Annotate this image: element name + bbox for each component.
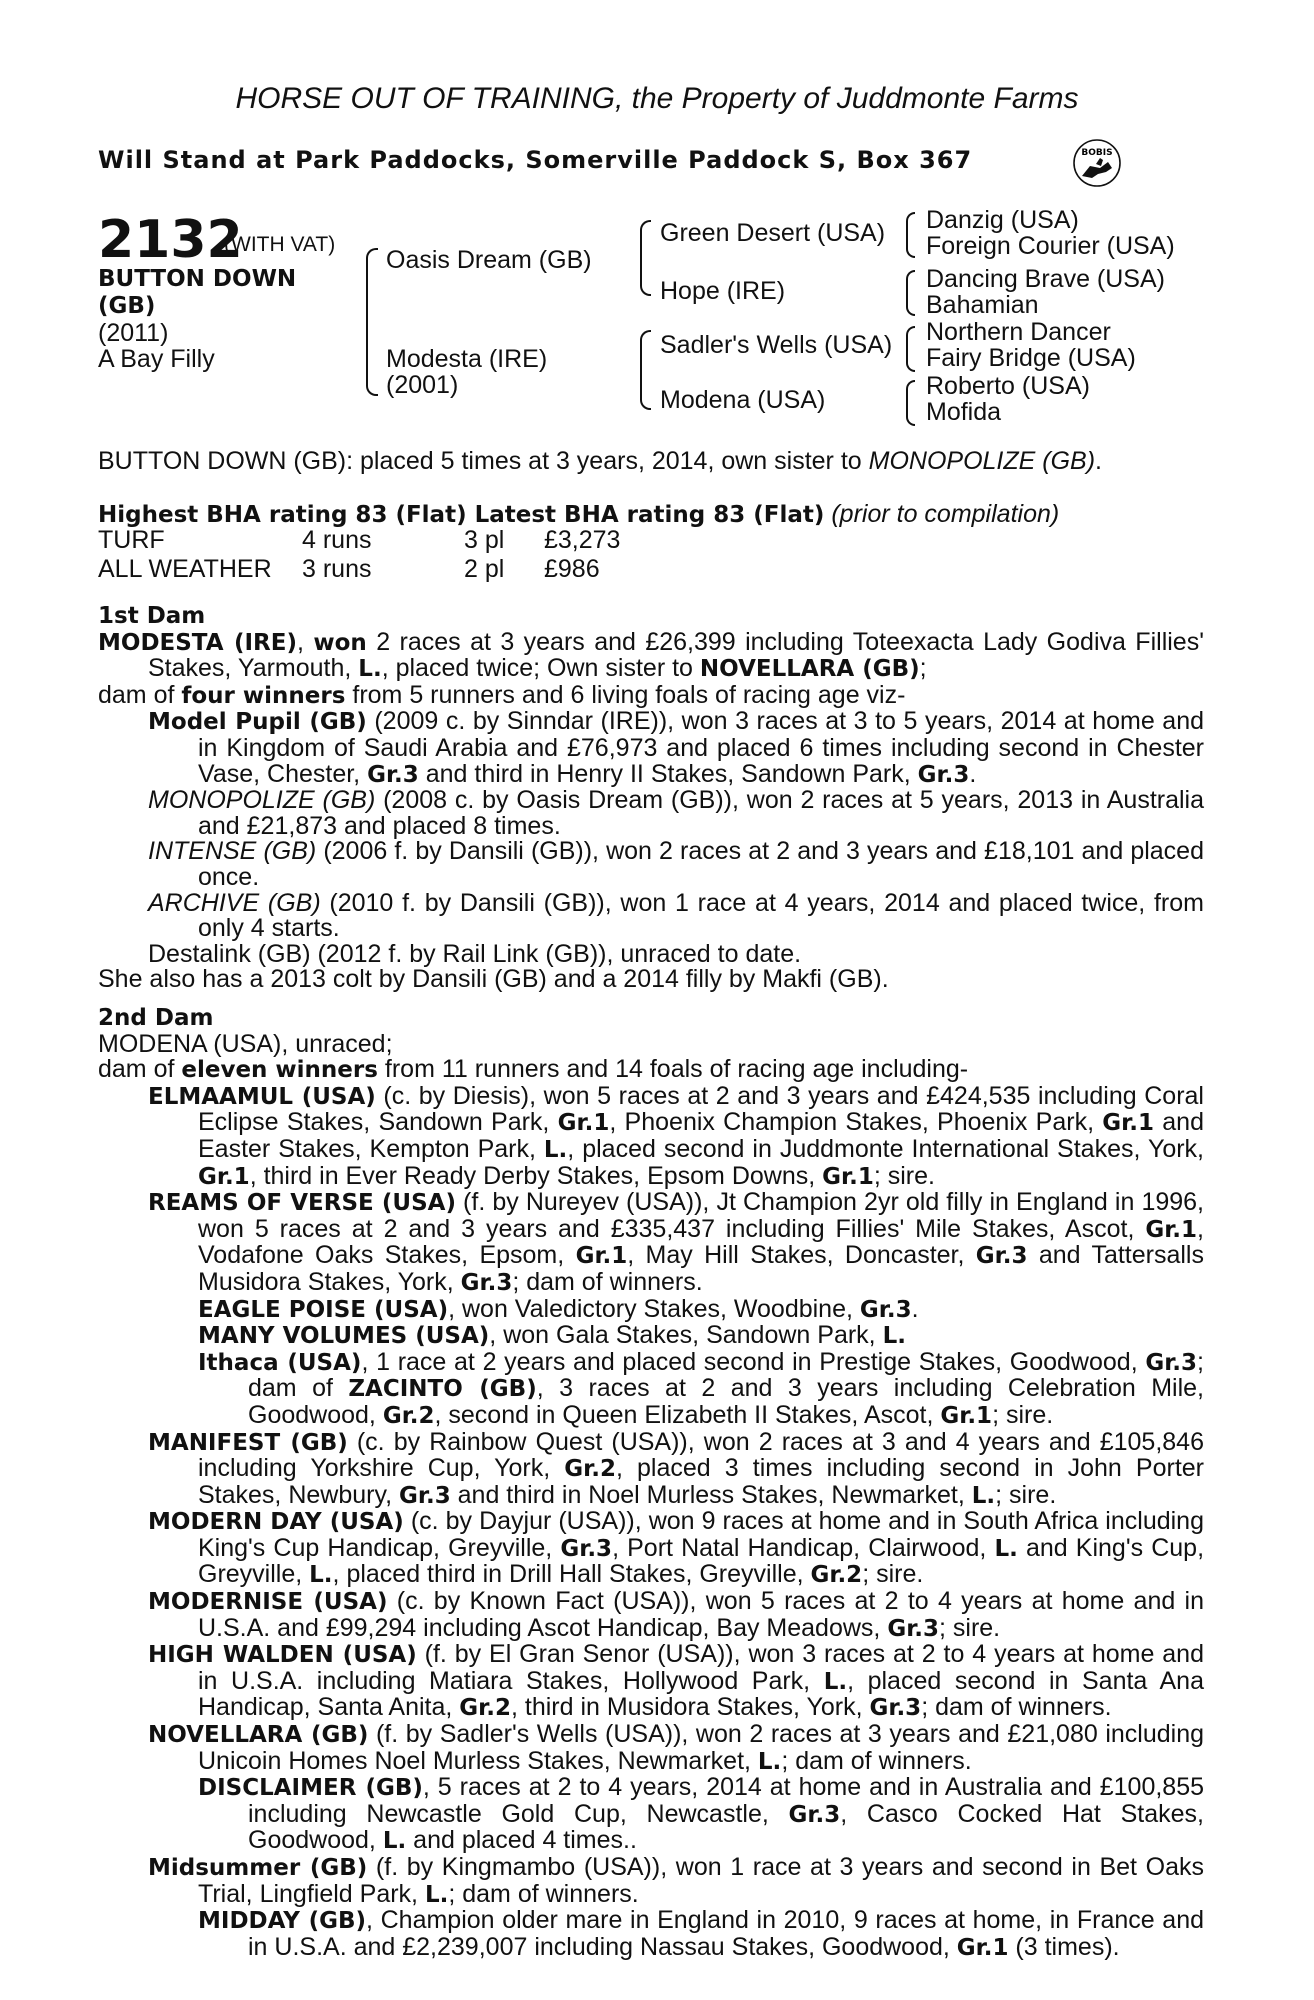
produce-elmaamul: ELMAAMUL (USA) (c. by Diesis), won 5 races at 2 and 3 years and £424,535 including Coral Eclipse Stakes, Sandown Park, Gr.1, Phoenix Champion Stakes, Phoenix Park, Gr.1 and Easter Stakes, Kempton Park, L., placed second in Juddmonte International Stakes, York, Gr.1, third in Ever Ready Derby Stakes, Epsom Downs, Gr.1; sire. — [148, 1081, 1204, 1190]
produce-manifest: MANIFEST (GB) (c. by Rainbow Quest (USA)), won 2 races at 3 and 4 years and £105,846 including Yorkshire Cup, York, Gr.2, placed 3 times including second in John Porter Stakes, Newbury, Gr.3 and third in Noel Murless Stakes, Newmarket, L.; sire. — [148, 1427, 1204, 1509]
first-dam-section — [98, 604, 1204, 993]
produce-midday: MIDDAY (GB), Champion older mare in England in 2010, 9 races at home, in France and in U.S.A. and £2,239,007 including Nassau Stakes, Goodwood, Gr.1 (3 times). — [198, 1906, 1205, 1961]
produce-model-pupil: Model Pupil (GB) (2009 c. by Sinndar (IRE)), won 3 races at 3 to 5 years, 2014 at home and in Kingdom of Saudi Arabia and £76,973 and placed 6 times including second in Chester Vase, Chester, Gr.3 and third in Henry II Stakes, Sandown Park, Gr.3. — [148, 707, 1204, 788]
bobis-logo — [1072, 138, 1122, 188]
summary-line: BUTTON DOWN (GB): placed 5 times at 3 years, 2014, own sister to MONOPOLIZE (GB). — [98, 447, 1102, 475]
second-dam-produce-intro: dam of eleven winners from 11 runners and 14 foals of racing age including- — [98, 1055, 969, 1084]
svg-text:BOBIS: BOBIS — [1081, 148, 1113, 158]
second-dam-section — [98, 1006, 1204, 1961]
first-dam-also: She also has a 2013 colt by Dansili (GB) and a 2014 filly by Makfi (GB). — [98, 965, 889, 994]
first-dam-record: MODESTA (IRE), won 2 races at 3 years and £26,399 including Toteexacta Lady Godiva Fillies' Stakes, Yarmouth, L., placed twice; Own sister to NOVELLARA (GB); — [98, 627, 1204, 683]
pedigree-g6: Fairy Bridge (USA) — [926, 344, 1136, 372]
pedigree-sire: Oasis Dream (GB) — [386, 246, 592, 274]
produce-ithaca: Ithaca (USA), 1 race at 2 years and placed second in Prestige Stakes, Goodwood, Gr.3; dam of ZACINTO (GB), 3 races at 2 and 3 years including Celebration Mile, Goodwood, Gr.2, second in Queen Elizabeth II Stakes, Ascot, Gr.1; sire. — [198, 1347, 1204, 1429]
page-title: HORSE OUT OF TRAINING, the Property of Juddmonte Farms — [235, 82, 1079, 115]
table-row: TURF 4 runs 3 pl £3,273 — [98, 526, 621, 554]
pedigree-g3: Dancing Brave (USA) — [926, 265, 1165, 293]
produce-reams-of-verse: REAMS OF VERSE (USA) (f. by Nureyev (USA)), Jt Champion 2yr old filly in England in 1996, won 5 races at 2 and 3 years and £335,437 including Fillies' Mile Stakes, Ascot, Gr.1, Vodafone Oaks Stakes, Epsom, Gr.1, May Hill Stakes, Doncaster, Gr.3 and Tattersalls Musidora Stakes, York, Gr.3; dam of winners. — [148, 1188, 1205, 1296]
pedigree-g2: Foreign Courier (USA) — [926, 232, 1175, 260]
horse-year: (2011) — [98, 319, 169, 347]
pedigree-brace-parents — [366, 248, 378, 396]
second-dam-heading: 2nd Dam — [98, 1005, 214, 1031]
vat-note: (WITH VAT) — [224, 233, 336, 256]
horse-description: A Bay Filly — [98, 345, 215, 373]
produce-modern-day: MODERN DAY (USA) (c. by Dayjur (USA)), won 9 races at home and in South Africa including King's Cup Handicap, Greyville, Gr.3, Port Natal Handicap, Clairwood, L. and King's Cup, Greyville, L., placed third in Drill Hall Stakes, Greyville, Gr.2; sire. — [148, 1507, 1205, 1589]
produce-disclaimer: DISCLAIMER (GB), 5 races at 2 to 4 years, 2014 at home and in Australia and £100,855 including Newcastle Gold Cup, Newcastle, Gr.3, Casco Cocked Hat Stakes, Goodwood, L. and placed 4 times.. — [198, 1773, 1205, 1855]
produce-destalink: Destalink (GB) (2012 f. by Rail Link (GB)), unraced to date. — [148, 939, 802, 968]
pedigree-g5: Northern Dancer — [926, 318, 1111, 346]
pedigree-brace-sire — [640, 220, 651, 296]
stand-location: Will Stand at Park Paddocks, Somerville Paddock S, Box 367 — [98, 146, 973, 174]
produce-monopolize: MONOPOLIZE (GB) (2008 c. by Oasis Dream (GB)), won 2 races at 5 years, 2013 in Australia and £21,873 and placed 8 times. — [148, 786, 1205, 840]
horse-origin: (GB) — [98, 293, 156, 319]
horse-name: BUTTON DOWN — [98, 266, 297, 292]
pedigree-g8: Mofida — [926, 398, 1002, 426]
produce-midsummer: Midsummer (GB) (f. by Kingmambo (USA)), won 1 race at 3 years and second in Bet Oaks Trial, Lingfield Park, L.; dam of winners. — [148, 1853, 1204, 1908]
pedigree-brace-g3 — [906, 326, 915, 372]
pedigree-g7: Roberto (USA) — [926, 372, 1090, 400]
pedigree-sire-dam: Hope (IRE) — [660, 277, 786, 305]
pedigree-brace-g2 — [906, 270, 915, 316]
pedigree-g1: Danzig (USA) — [926, 206, 1079, 234]
table-row: ALL WEATHER 3 runs 2 pl £986 — [98, 555, 600, 583]
pedigree-brace-g4 — [906, 380, 915, 426]
produce-intense: INTENSE (GB) (2006 f. by Dansili (GB)), won 2 races at 2 and 3 years and £18,101 and placed once. — [148, 837, 1204, 891]
produce-many-volumes: MANY VOLUMES (USA), won Gala Stakes, Sandown Park, L. — [198, 1321, 906, 1350]
pedigree-dam-sire: Sadler's Wells (USA) — [660, 331, 893, 359]
produce-archive: ARCHIVE (GB) (2010 f. by Dansili (GB)), won 1 race at 4 years, 2014 and placed twice, from only 4 starts. — [148, 888, 1204, 943]
lot-number: 2132 — [98, 210, 243, 270]
race-record-table — [98, 526, 620, 584]
produce-novellara: NOVELLARA (GB) (f. by Sadler's Wells (USA)), won 2 races at 3 years and £21,080 including Unicoin Homes Noel Murless Stakes, Newmarket, L.; dam of winners. — [148, 1720, 1204, 1775]
produce-modernise: MODERNISE (USA) (c. by Known Fact (USA)), won 5 races at 2 to 4 years at home and in U.S.A. and £99,294 including Ascot Handicap, Bay Meadows, Gr.3; sire. — [148, 1587, 1205, 1642]
produce-eagle-poise: EAGLE POISE (USA), won Valedictory Stakes, Woodbine, Gr.3. — [198, 1294, 919, 1323]
second-dam-record: MODENA (USA), unraced; — [98, 1029, 393, 1058]
pedigree-brace-g1 — [906, 212, 915, 258]
first-dam-produce-intro: dam of four winners from 5 runners and 6 living foals of racing age viz- — [98, 680, 906, 709]
pedigree-grandsire: Green Desert (USA) — [660, 219, 886, 247]
rating-line: Highest BHA rating 83 (Flat) Latest BHA rating 83 (Flat) (prior to compilation) — [98, 500, 1060, 528]
pedigree-dam-year: (2001) — [386, 371, 459, 399]
pedigree-dam: Modesta (IRE) — [386, 345, 548, 373]
pedigree-g4: Bahamian — [926, 291, 1039, 319]
first-dam-heading: 1st Dam — [98, 603, 206, 629]
produce-high-walden: HIGH WALDEN (USA) (f. by El Gran Senor (USA)), won 3 races at 2 to 4 years at home and in U.S.A. including Matiara Stakes, Hollywood Park, L., placed second in Santa Ana Handicap, Santa Anita, Gr.2, third in Musidora Stakes, York, Gr.3; dam of winners. — [148, 1640, 1204, 1722]
pedigree-brace-dam — [640, 330, 651, 410]
pedigree-dam-dam: Modena (USA) — [660, 386, 826, 414]
